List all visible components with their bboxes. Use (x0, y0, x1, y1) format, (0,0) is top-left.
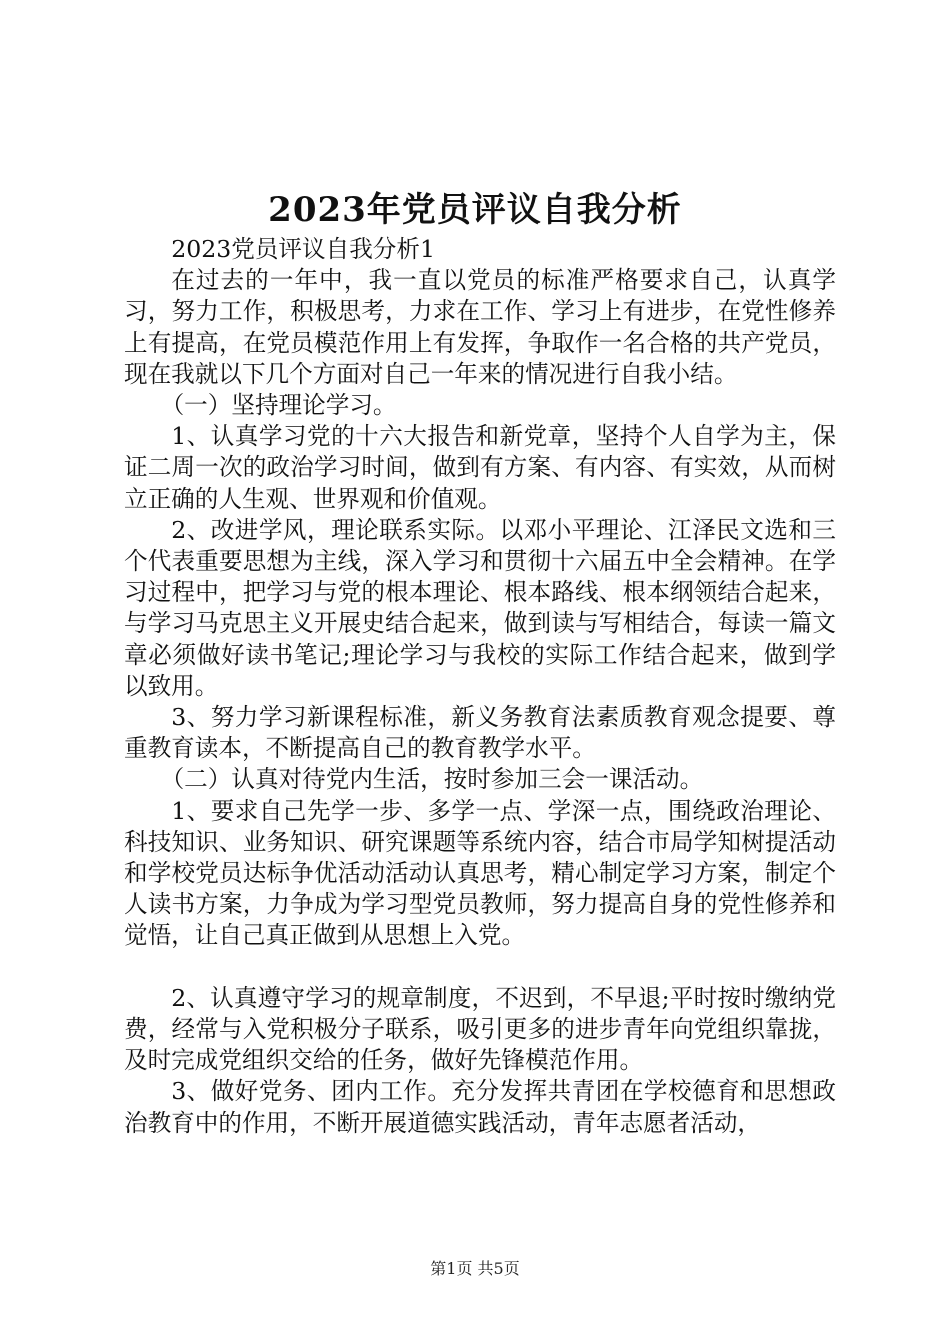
paragraph-item: 2、改进学风，理论联系实际。以邓小平理论、江泽民文选和三个代表重要思想为主线，深入学习和贯彻十六届五中全会精神。在学习过程中，把学习与党的根本理论、根本路线、根本纲领结合起来，与学习马克思主义开展史结合起来，做到读与写相结合，每读一篇文章必须做好读书笔记;理论学习与我校的实际工作结合起来，做到学以致用。 (124, 515, 836, 700)
paragraph-item: 2、认真遵守学习的规章制度，不迟到，不早退;平时按时缴纳党费，经常与入党积极分子联系，吸引更多的进步青年向党组织靠拢，及时完成党组织交给的任务，做好先锋模范作用。 (124, 983, 836, 1075)
section-heading-2: （二）认真对待党内生活，按时参加三会一课活动。 (160, 765, 704, 794)
section-heading-1: （一）坚持理论学习。 (160, 391, 397, 420)
blank-line (124, 952, 836, 983)
paragraph-item: 1、认真学习党的十六大报告和新党章，坚持个人自学为主，保证二周一次的政治学习时间，做到有方案、有内容、有实效，从而树立正确的人生观、世界观和价值观。 (124, 422, 836, 513)
paragraph-subtitle: 2023党员评议自我分析1 (171, 235, 435, 263)
paragraph-item: 3、努力学习新课程标准，新义务教育法素质教育观念提要、尊重教育读本，不断提高自己的教育教学水平。 (124, 703, 836, 763)
page-footer: 第1页 共5页 (430, 1259, 520, 1278)
paragraph-intro: 在过去的一年中，我一直以党员的标准严格要求自己，认真学习，努力工作，积极思考，力求在工作、学习上有进步，在党性修养上有提高，在党员模范作用上有发挥，争取作一名合格的共产党员，现在我就以下几个方面对自己一年来的情况进行自我小结。 (124, 266, 836, 388)
document-body (124, 234, 836, 1139)
document-title: 2023年党员评议自我分析 (268, 190, 682, 230)
paragraph-item: 3、做好党务、团内工作。充分发挥共青团在学校德育和思想政治教育中的作用，不断开展道德实践活动，青年志愿者活动， (124, 1077, 836, 1137)
paragraph-item: 1、要求自己先学一步、多学一点、学深一点，围绕政治理论、科技知识、业务知识、研究课题等系统内容，结合市局学知树提活动和学校党员达标争优活动活动认真思考，精心制定学习方案，制定个人读书方案，力争成为学习型党员教师，努力提高自身的党性修养和觉悟，让自己真正做到从思想上入党。 (124, 796, 836, 950)
